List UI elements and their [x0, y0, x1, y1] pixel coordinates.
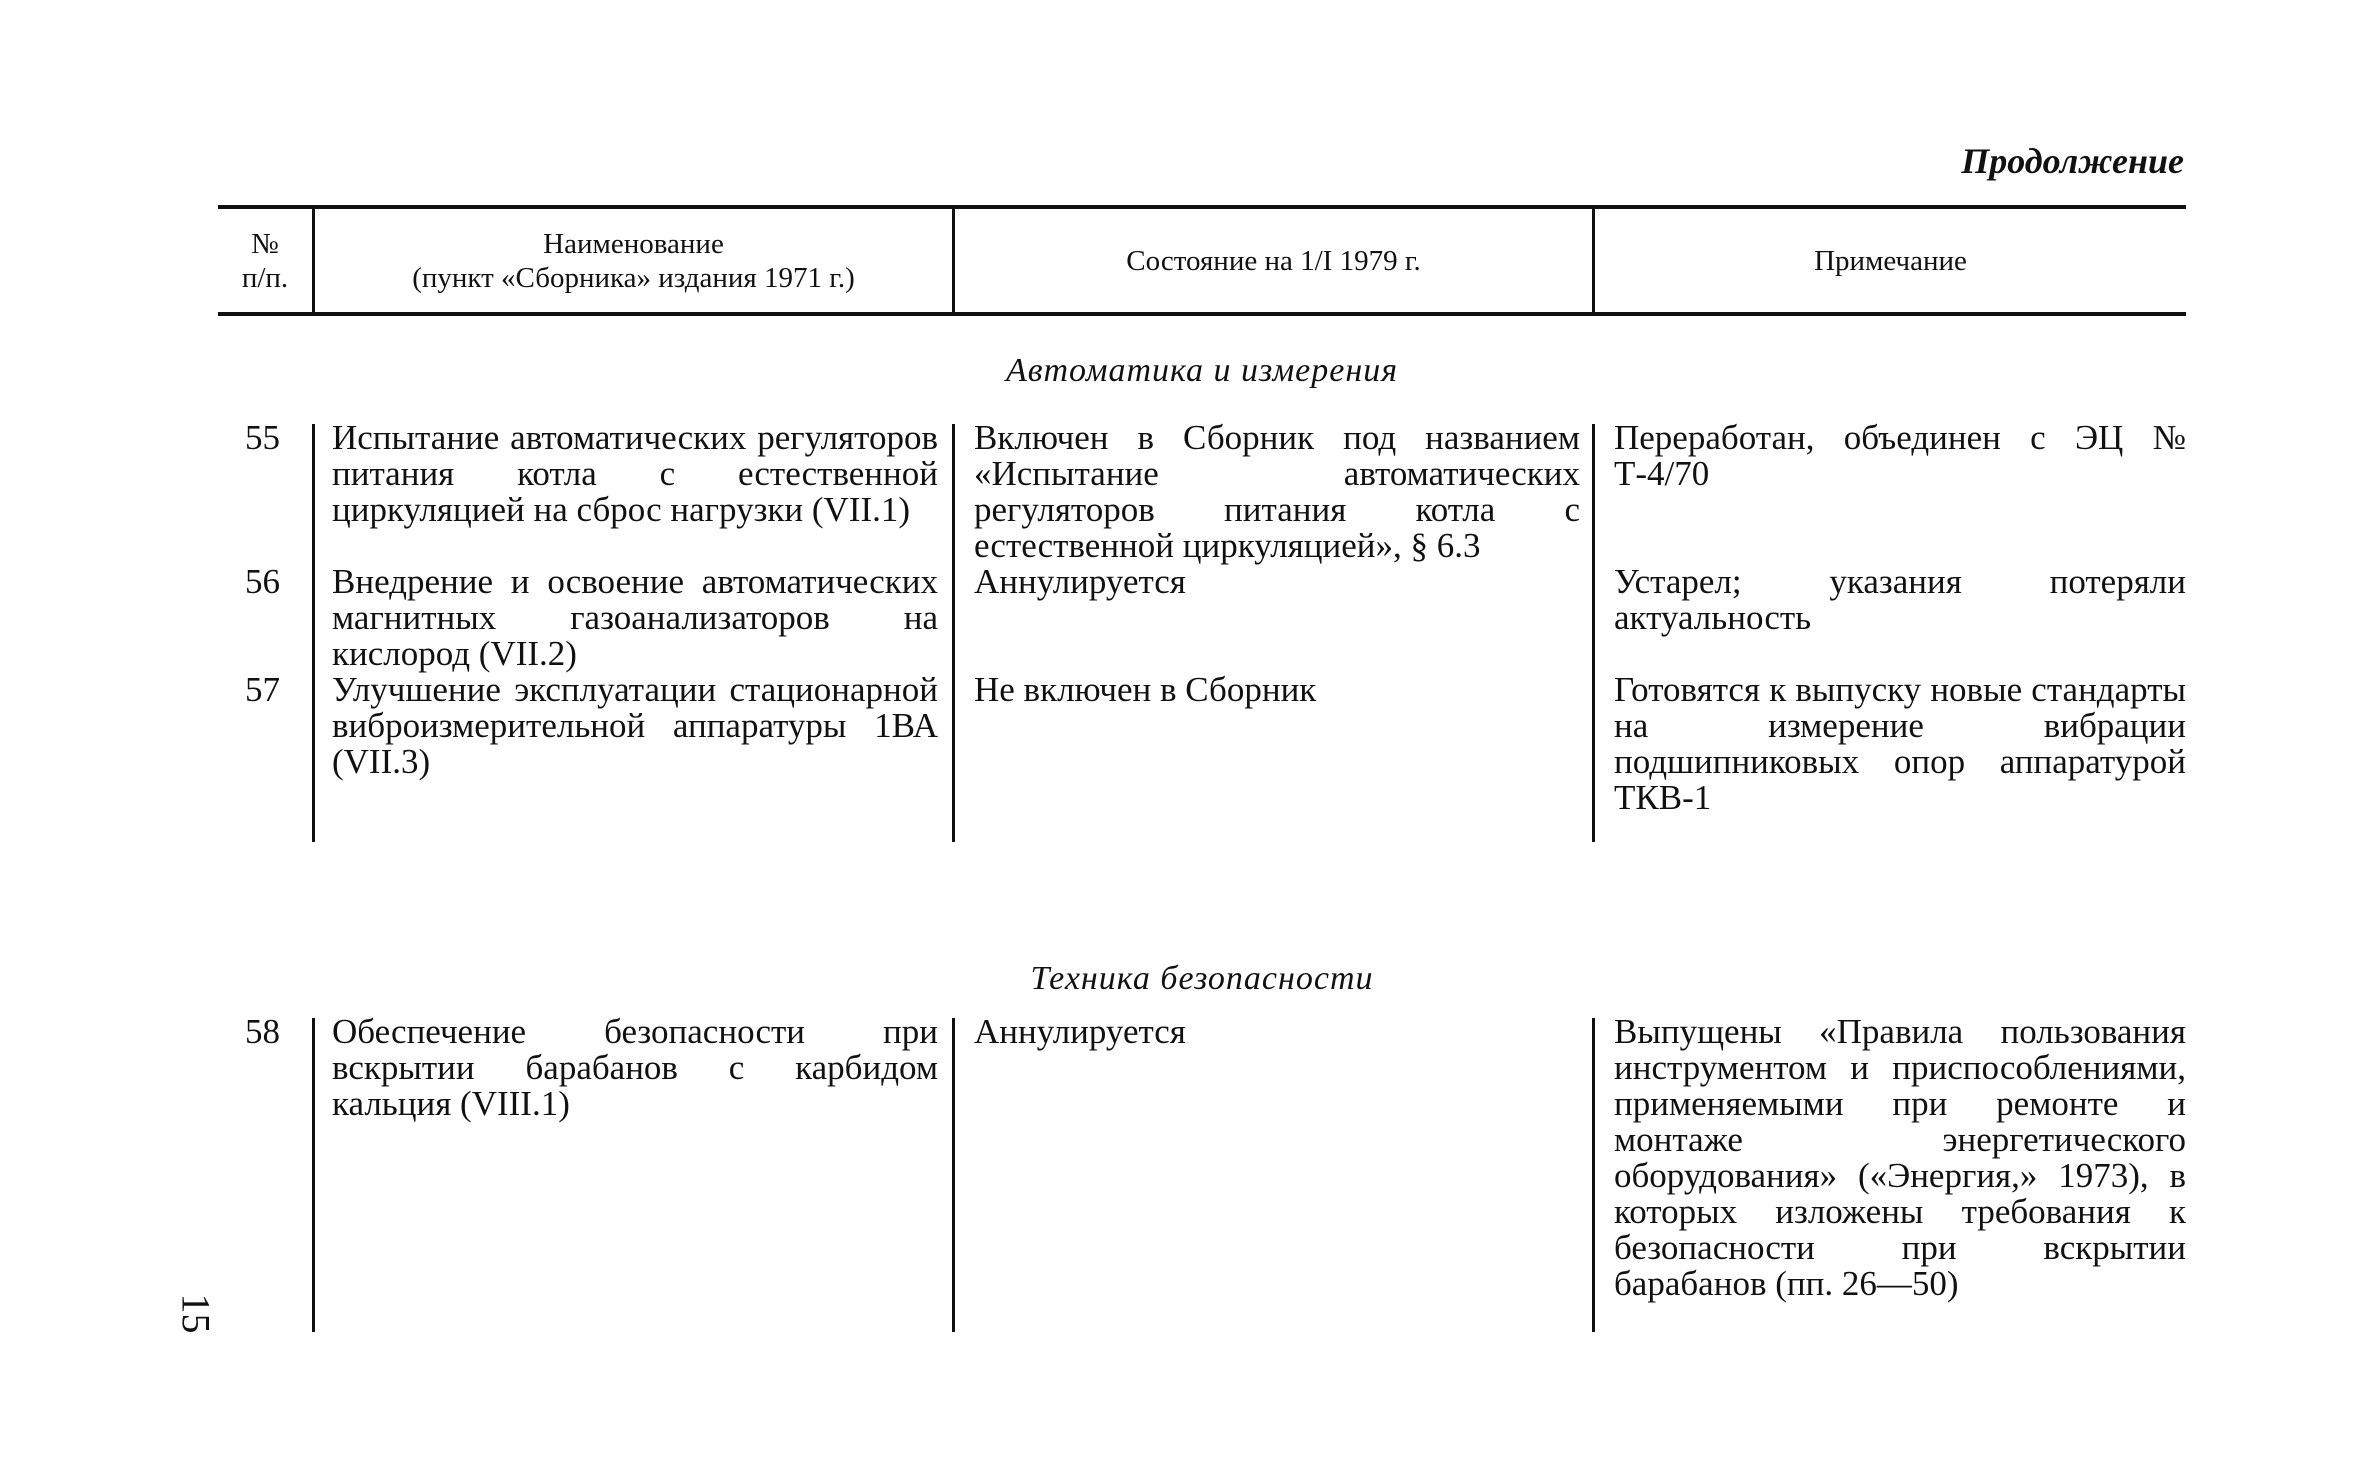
- header-name: [315, 207, 952, 315]
- row-55-note: Переработан, объединен с ЭЦ № Т-4/70: [1614, 418, 2186, 493]
- section2-divider-3: [1592, 1018, 1595, 1332]
- section2-divider-1: [312, 1018, 315, 1332]
- continuation-label: Продолжение: [1961, 141, 2184, 181]
- row-57-note: Готовятся к выпуску новые стандарты на измерение вибрации подшипниковых опор аппаратурой ТКВ-1: [1614, 670, 2186, 817]
- section-title-safety: Техника безопасности: [1030, 960, 1374, 997]
- row-56-num: 56: [245, 562, 280, 601]
- section1-divider-3: [1592, 424, 1595, 842]
- row-55-num: 55: [245, 418, 280, 457]
- row-57-num: 57: [245, 670, 280, 709]
- row-56-name: Внедрение и освоение автоматических магнитных газоанализаторов на кислород (VII.2): [332, 562, 938, 673]
- row-55-state: Включен в Сборник под названием «Испытание автоматических регуляторов питания котла с естественной циркуляцией», § 6.3: [974, 418, 1580, 565]
- row-58-note: Выпущены «Правила пользования инструментом и приспособлениями, применяемыми при ремонте и монтаже энергетического оборудования» («Энергия,» 1973), в которых изложены требования к безопасности при вскрытии барабанов (пп. 26—50): [1614, 1012, 2186, 1303]
- row-58-num: 58: [245, 1012, 280, 1051]
- header-num-line1: №: [251, 228, 279, 260]
- section1-divider-1: [312, 424, 315, 842]
- section-title-automation: Автоматика и измерения: [1005, 352, 1399, 389]
- row-58-state: Аннулируется: [974, 1012, 1186, 1051]
- row-55-name: Испытание автоматических регуляторов питания котла с естественной циркуляцией на сброс нагрузки (VII.1): [332, 418, 938, 529]
- header-name-line2: (пункт «Сборника» издания 1971 г.): [412, 262, 855, 294]
- header-state: Состояние на 1/I 1979 г.: [1126, 245, 1421, 277]
- header-name-line1: Наименование: [543, 228, 724, 260]
- section2-divider-2: [952, 1018, 955, 1332]
- row-56-state: Аннулируется: [974, 562, 1186, 601]
- page-number: 15: [173, 1293, 219, 1334]
- row-58-name: Обеспечение безопасности при вскрытии барабанов с карбидом кальция (VIII.1): [332, 1012, 938, 1123]
- row-57-name: Улучшение эксплуатации стационарной виброизмерительной аппаратуры 1ВА (VII.3): [332, 670, 938, 781]
- section1-divider-2: [952, 424, 955, 842]
- row-57-state: Не включен в Сборник: [974, 670, 1317, 709]
- header-num-line2: п/п.: [241, 262, 289, 294]
- header-num: [218, 207, 312, 315]
- row-56-note: Устарел; указания потеряли актуальность: [1614, 562, 2186, 637]
- header-note: Примечание: [1814, 245, 1967, 277]
